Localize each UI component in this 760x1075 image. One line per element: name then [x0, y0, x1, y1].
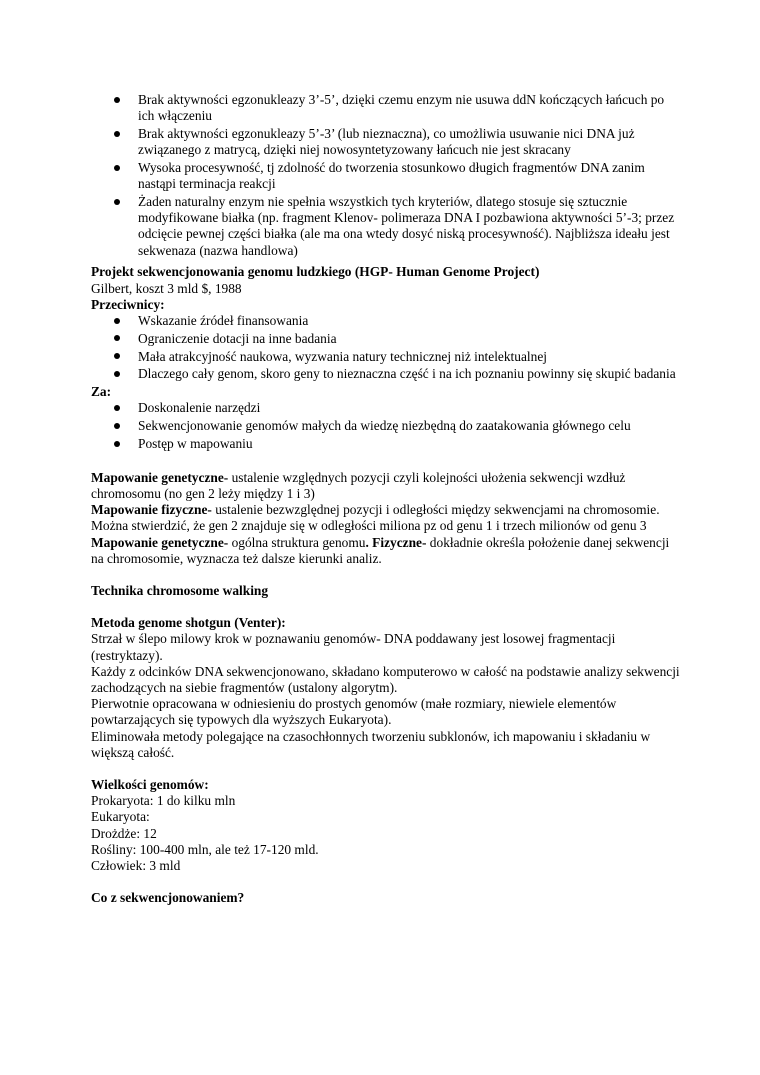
genome-size-line: Człowiek: 3 mld [91, 858, 181, 874]
list-item: Ograniczenie dotacji na inne badania [91, 331, 681, 347]
list-item: Mała atrakcyjność naukowa, wyzwania natury technicznej niż intelektualnej [91, 349, 681, 365]
genome-sizes-heading: Wielkości genomów: [91, 777, 209, 793]
for-heading: Za: [91, 384, 112, 400]
bullet-icon [114, 165, 120, 171]
list-item: Brak aktywności egzonukleazy 3’-5’, dzięki czemu enzym nie usuwa ddN kończących łańcuch po ich włączeniu [91, 92, 681, 124]
bullet-icon [114, 423, 120, 429]
walking-heading: Technika chromosome walking [91, 583, 269, 599]
against-heading: Przeciwnicy: [91, 296, 165, 312]
shotgun-paragraph: Strzał w ślepo milowy krok w poznawaniu genomów- DNA poddawany jest losowej fragmentacji (restryktazy). [91, 631, 616, 663]
bullet-icon [114, 318, 120, 324]
bullet-icon [114, 97, 120, 103]
list-item: Wskazanie źródeł finansowania [91, 313, 681, 329]
for-list [91, 400, 681, 452]
against-list [91, 313, 681, 383]
bullet-icon [114, 353, 120, 359]
genome-size-line: Eukaryota: [91, 809, 150, 825]
genetic-mapping-term: Mapowanie genetyczne- [91, 469, 229, 485]
list-item: Wysoka procesywność, tj zdolność do tworzenia stosunkowo długich fragmentów DNA zanim nastąpi terminacja reakcji [91, 160, 681, 192]
shotgun-paragraph: Pierwotnie opracowana w odniesieniu do prostych genomów (małe rozmiary, niewiele elementów powtarzających się typowych dla wyższych Eukaryota). [91, 696, 617, 728]
list-item: Brak aktywności egzonukleazy 5’-3’ (lub nieznaczna), co umożliwia usuwanie nici DNA już związanego z matrycą, dzięki niej nowosyntetyzowany łańcuch nie jest skracany [91, 126, 681, 158]
bullet-icon [114, 199, 120, 205]
genome-size-line: Prokaryota: 1 do kilku mln [91, 793, 236, 809]
genome-size-line: Rośliny: 100-400 mln, ale też 17-120 mld. [91, 841, 319, 857]
physical-mapping-term: Mapowanie fizyczne- [91, 502, 212, 518]
genome-size-line: Drożdże: 12 [91, 825, 157, 841]
bullet-icon [114, 441, 120, 447]
physical-mapping-paragraph: Mapowanie fizyczne- ustalenie bezwzględnej pozycji i odległości między sekwencjami na chromosomie. Można stwierdzić, że gen 2 znajduje się w odległości miliona pz od genu 1 i trzech milionów od genu 3 [91, 502, 660, 534]
hgp-heading: Projekt sekwencjonowania genomu ludzkiego (HGP- Human Genome Project) [91, 264, 540, 280]
bullet-icon [114, 335, 120, 341]
shotgun-paragraph: Eliminowała metody polegające na czasochłonnych tworzeniu subklonów, ich mapowaniu i składaniu w większą całość. [91, 728, 651, 760]
bullet-icon [114, 405, 120, 411]
hgp-subline: Gilbert, koszt 3 mld $, 1988 [91, 280, 242, 296]
bullet-icon [114, 131, 120, 137]
shotgun-heading: Metoda genome shotgun (Venter): [91, 615, 286, 631]
list-item: Sekwencjonowanie genomów małych da wiedzę niezbędną do zaatakowania głównego celu [91, 418, 681, 434]
list-item: Żaden naturalny enzym nie spełnia wszystkich tych kryteriów, dlatego stosuje się sztucznie modyfikowane białka (np. fragment Klenov- polimeraza DNA I pozbawiona aktywności 5’-3; przez odcięcie pewnej części białka (ale ma ona wtedy dosyć niską procesywność). Najbliższa ideału jest sekwenaza (nazwa handlowa) [91, 194, 681, 259]
list-item: Doskonalenie narzędzi [91, 400, 681, 416]
shotgun-paragraph: Każdy z odcinków DNA sekwencjonowano, składano komputerowo w całość na podstawie analizy sekwencji zachodzących na siebie fragmentów (ustalony algorytm). [91, 663, 680, 696]
list-item: Postęp w mapowaniu [91, 436, 681, 452]
final-heading: Co z sekwencjonowaniem? [91, 890, 245, 906]
list-item: Dlaczego cały genom, skoro geny to nieznaczna część i na ich poznaniu powinny się skupić badania [91, 366, 681, 382]
document-content [91, 92, 681, 906]
bullet-icon [114, 371, 120, 377]
intro-bullet-list [91, 92, 681, 259]
genetic-mapping-paragraph: Mapowanie genetyczne- ustalenie względnych pozycji czyli kolejności ułożenia sekwencji wzdłuż chromosomu (no gen 2 leży między 1 i 3) [91, 469, 626, 501]
mapping-summary-paragraph: Mapowanie genetyczne- ogólna struktura genomu. Fizyczne- dokładnie określa położenie danej sekwencji na chromosomie, wyznacza też dalsze kierunki analiz. [91, 534, 670, 566]
